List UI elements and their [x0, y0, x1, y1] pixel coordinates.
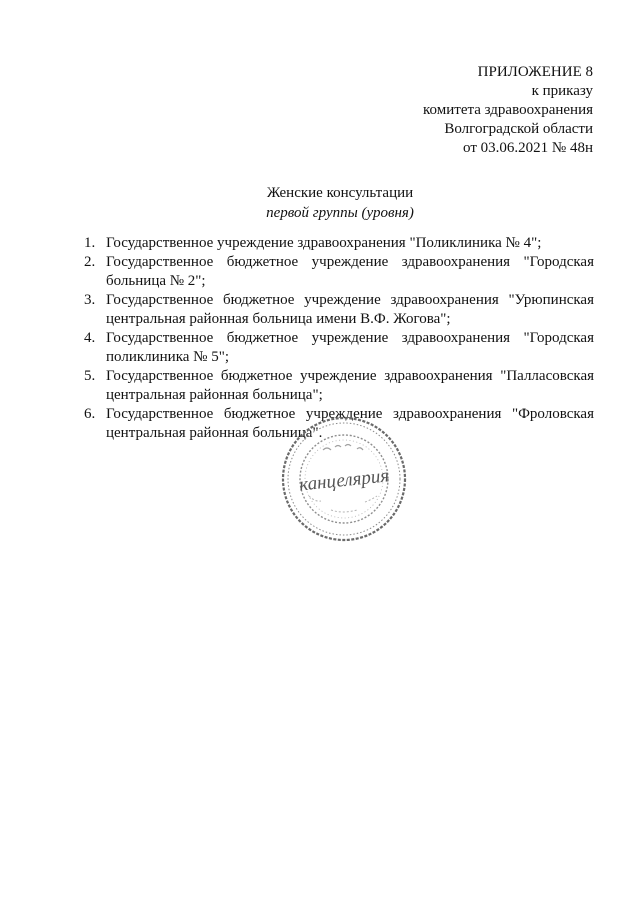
item-number: 5.	[84, 368, 96, 384]
item-number: 2.	[84, 254, 96, 270]
item-text: Государственное бюджетное учреждение здравоохранения "Урюпинская центральная районная больница имени В.Ф. Жогова";	[106, 292, 594, 327]
item-text: Государственное бюджетное учреждение здравоохранения "Палласовская центральная районная больница";	[106, 368, 594, 403]
item-number: 3.	[84, 292, 96, 308]
committee-name: комитета здравоохранения	[423, 102, 593, 118]
item-text: Государственное бюджетное учреждение здравоохранения "Городская больница № 2";	[106, 254, 594, 289]
item-number: 4.	[84, 330, 96, 346]
document-header	[423, 63, 593, 158]
appendix-label: ПРИЛОЖЕНИЕ 8	[477, 64, 593, 80]
item-text: Государственное бюджетное учреждение здравоохранения "Городская поликлиника № 5";	[106, 330, 594, 365]
institutions-list	[84, 234, 594, 443]
stamp-graphic	[279, 414, 409, 544]
item-number: 1.	[84, 235, 96, 251]
title-main: Женские консультации	[266, 185, 414, 201]
list-item	[84, 234, 594, 253]
list-item	[84, 253, 594, 291]
title-sub: первой группы (уровня)	[266, 205, 414, 221]
list-item	[84, 367, 594, 405]
item-number: 6.	[84, 406, 96, 422]
list-item	[84, 291, 594, 329]
office-stamp	[279, 414, 409, 544]
item-text: Государственное бюджетное учреждение здравоохранения "Фроловская центральная районная больница".	[106, 406, 594, 441]
order-ref: к приказу	[531, 83, 593, 99]
item-text: Государственное учреждение здравоохранения "Поликлиника № 4";	[106, 235, 542, 251]
order-date-number: от 03.06.2021 № 48н	[463, 140, 593, 156]
stamp-label: канцелярия	[298, 465, 391, 496]
region-name: Волгоградской области	[444, 121, 593, 137]
list-item	[84, 329, 594, 367]
document-title	[0, 183, 640, 223]
